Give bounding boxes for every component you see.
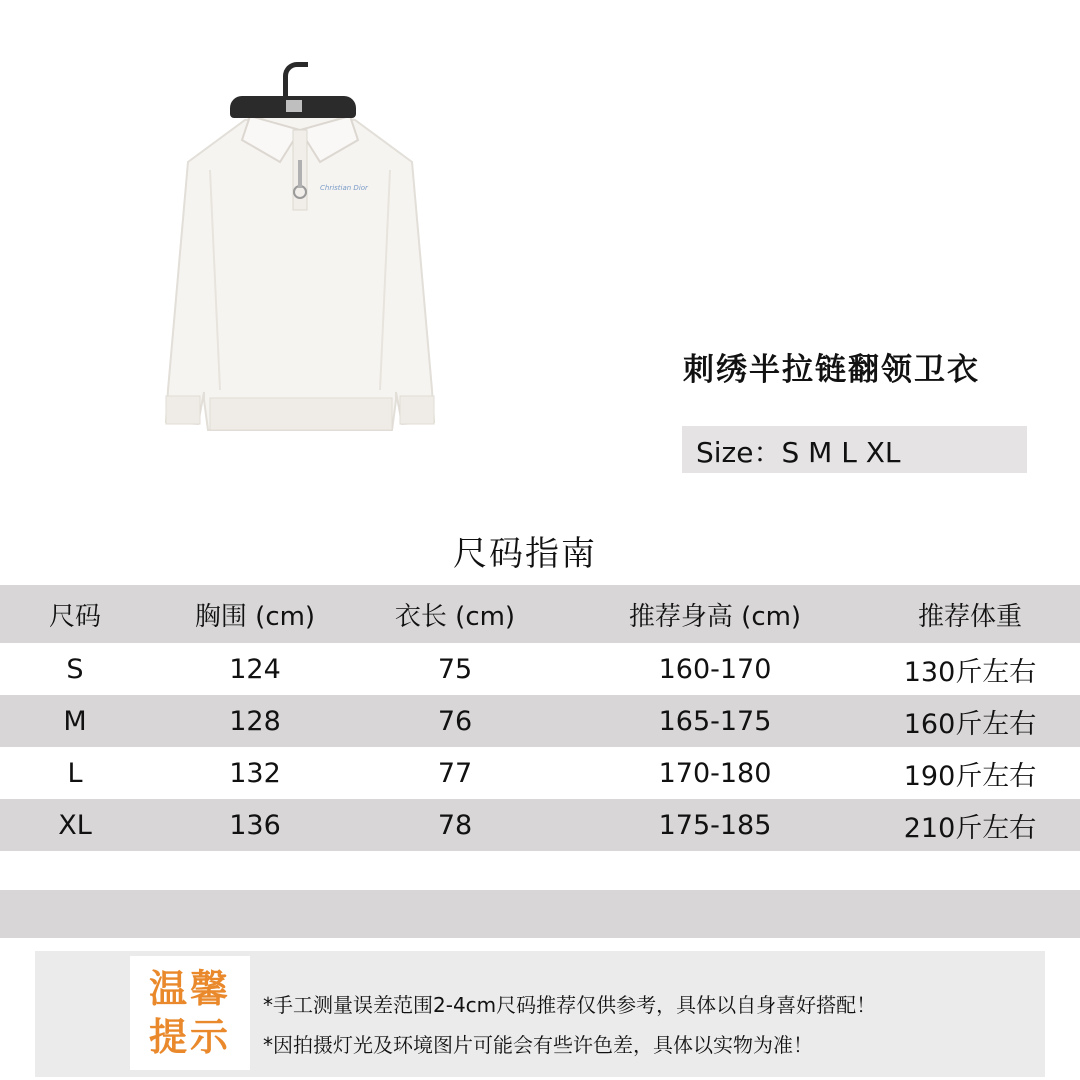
cell-height: 160-170 — [658, 653, 772, 685]
garment-tag — [286, 100, 302, 112]
header-chest: 胸围 (cm) — [194, 601, 316, 632]
table-row — [0, 695, 1080, 747]
table-header-row — [0, 585, 1080, 643]
size-guide-title: 尺码指南 — [453, 534, 597, 574]
product-title: 刺绣半拉链翻领卫衣 — [683, 352, 980, 388]
notice-badge-line2: 提示 — [148, 1015, 231, 1059]
size-options-box — [682, 426, 1027, 473]
cell-length: 78 — [437, 809, 473, 841]
cell-height: 165-175 — [658, 705, 772, 737]
cell-chest: 136 — [229, 809, 281, 841]
divider-bar — [0, 890, 1080, 938]
cell-size: S — [66, 653, 84, 685]
table-row — [0, 799, 1080, 851]
cell-size: XL — [58, 809, 92, 841]
size-table — [0, 585, 1080, 851]
notice-box — [35, 951, 1045, 1077]
table-row — [0, 747, 1080, 799]
cell-length: 75 — [437, 653, 473, 685]
cell-weight: 160斤左右 — [903, 708, 1037, 740]
header-weight: 推荐体重 — [917, 601, 1022, 632]
header-size: 尺码 — [48, 601, 101, 632]
table-row — [0, 643, 1080, 695]
cell-chest: 128 — [229, 705, 281, 737]
notice-text-2: *因拍摄灯光及环境图片可能会有些许色差，具体以实物为准！ — [263, 1033, 813, 1057]
cell-weight: 210斤左右 — [903, 812, 1037, 844]
sweatshirt-image — [150, 100, 450, 440]
cell-height: 170-180 — [658, 757, 772, 789]
notice-badge-line1: 温馨 — [148, 967, 231, 1011]
cell-chest: 132 — [229, 757, 281, 789]
cell-height: 175-185 — [658, 809, 772, 841]
cell-size: M — [63, 705, 87, 737]
cell-weight: 130斤左右 — [903, 656, 1037, 688]
size-options-text: Size：S M L XL — [696, 436, 901, 469]
notice-badge — [130, 956, 250, 1070]
header-height: 推荐身高 (cm) — [628, 601, 802, 632]
cell-length: 76 — [437, 705, 473, 737]
cell-chest: 124 — [229, 653, 281, 685]
cell-size: L — [67, 757, 83, 789]
svg-text:Christian Dior: Christian Dior — [320, 184, 368, 192]
cell-length: 77 — [437, 757, 473, 789]
cell-weight: 190斤左右 — [903, 760, 1037, 792]
notice-text-1: *手工测量误差范围2-4cm尺码推荐仅供参考，具体以自身喜好搭配！ — [263, 993, 877, 1017]
header-length: 衣长 (cm) — [394, 601, 516, 632]
